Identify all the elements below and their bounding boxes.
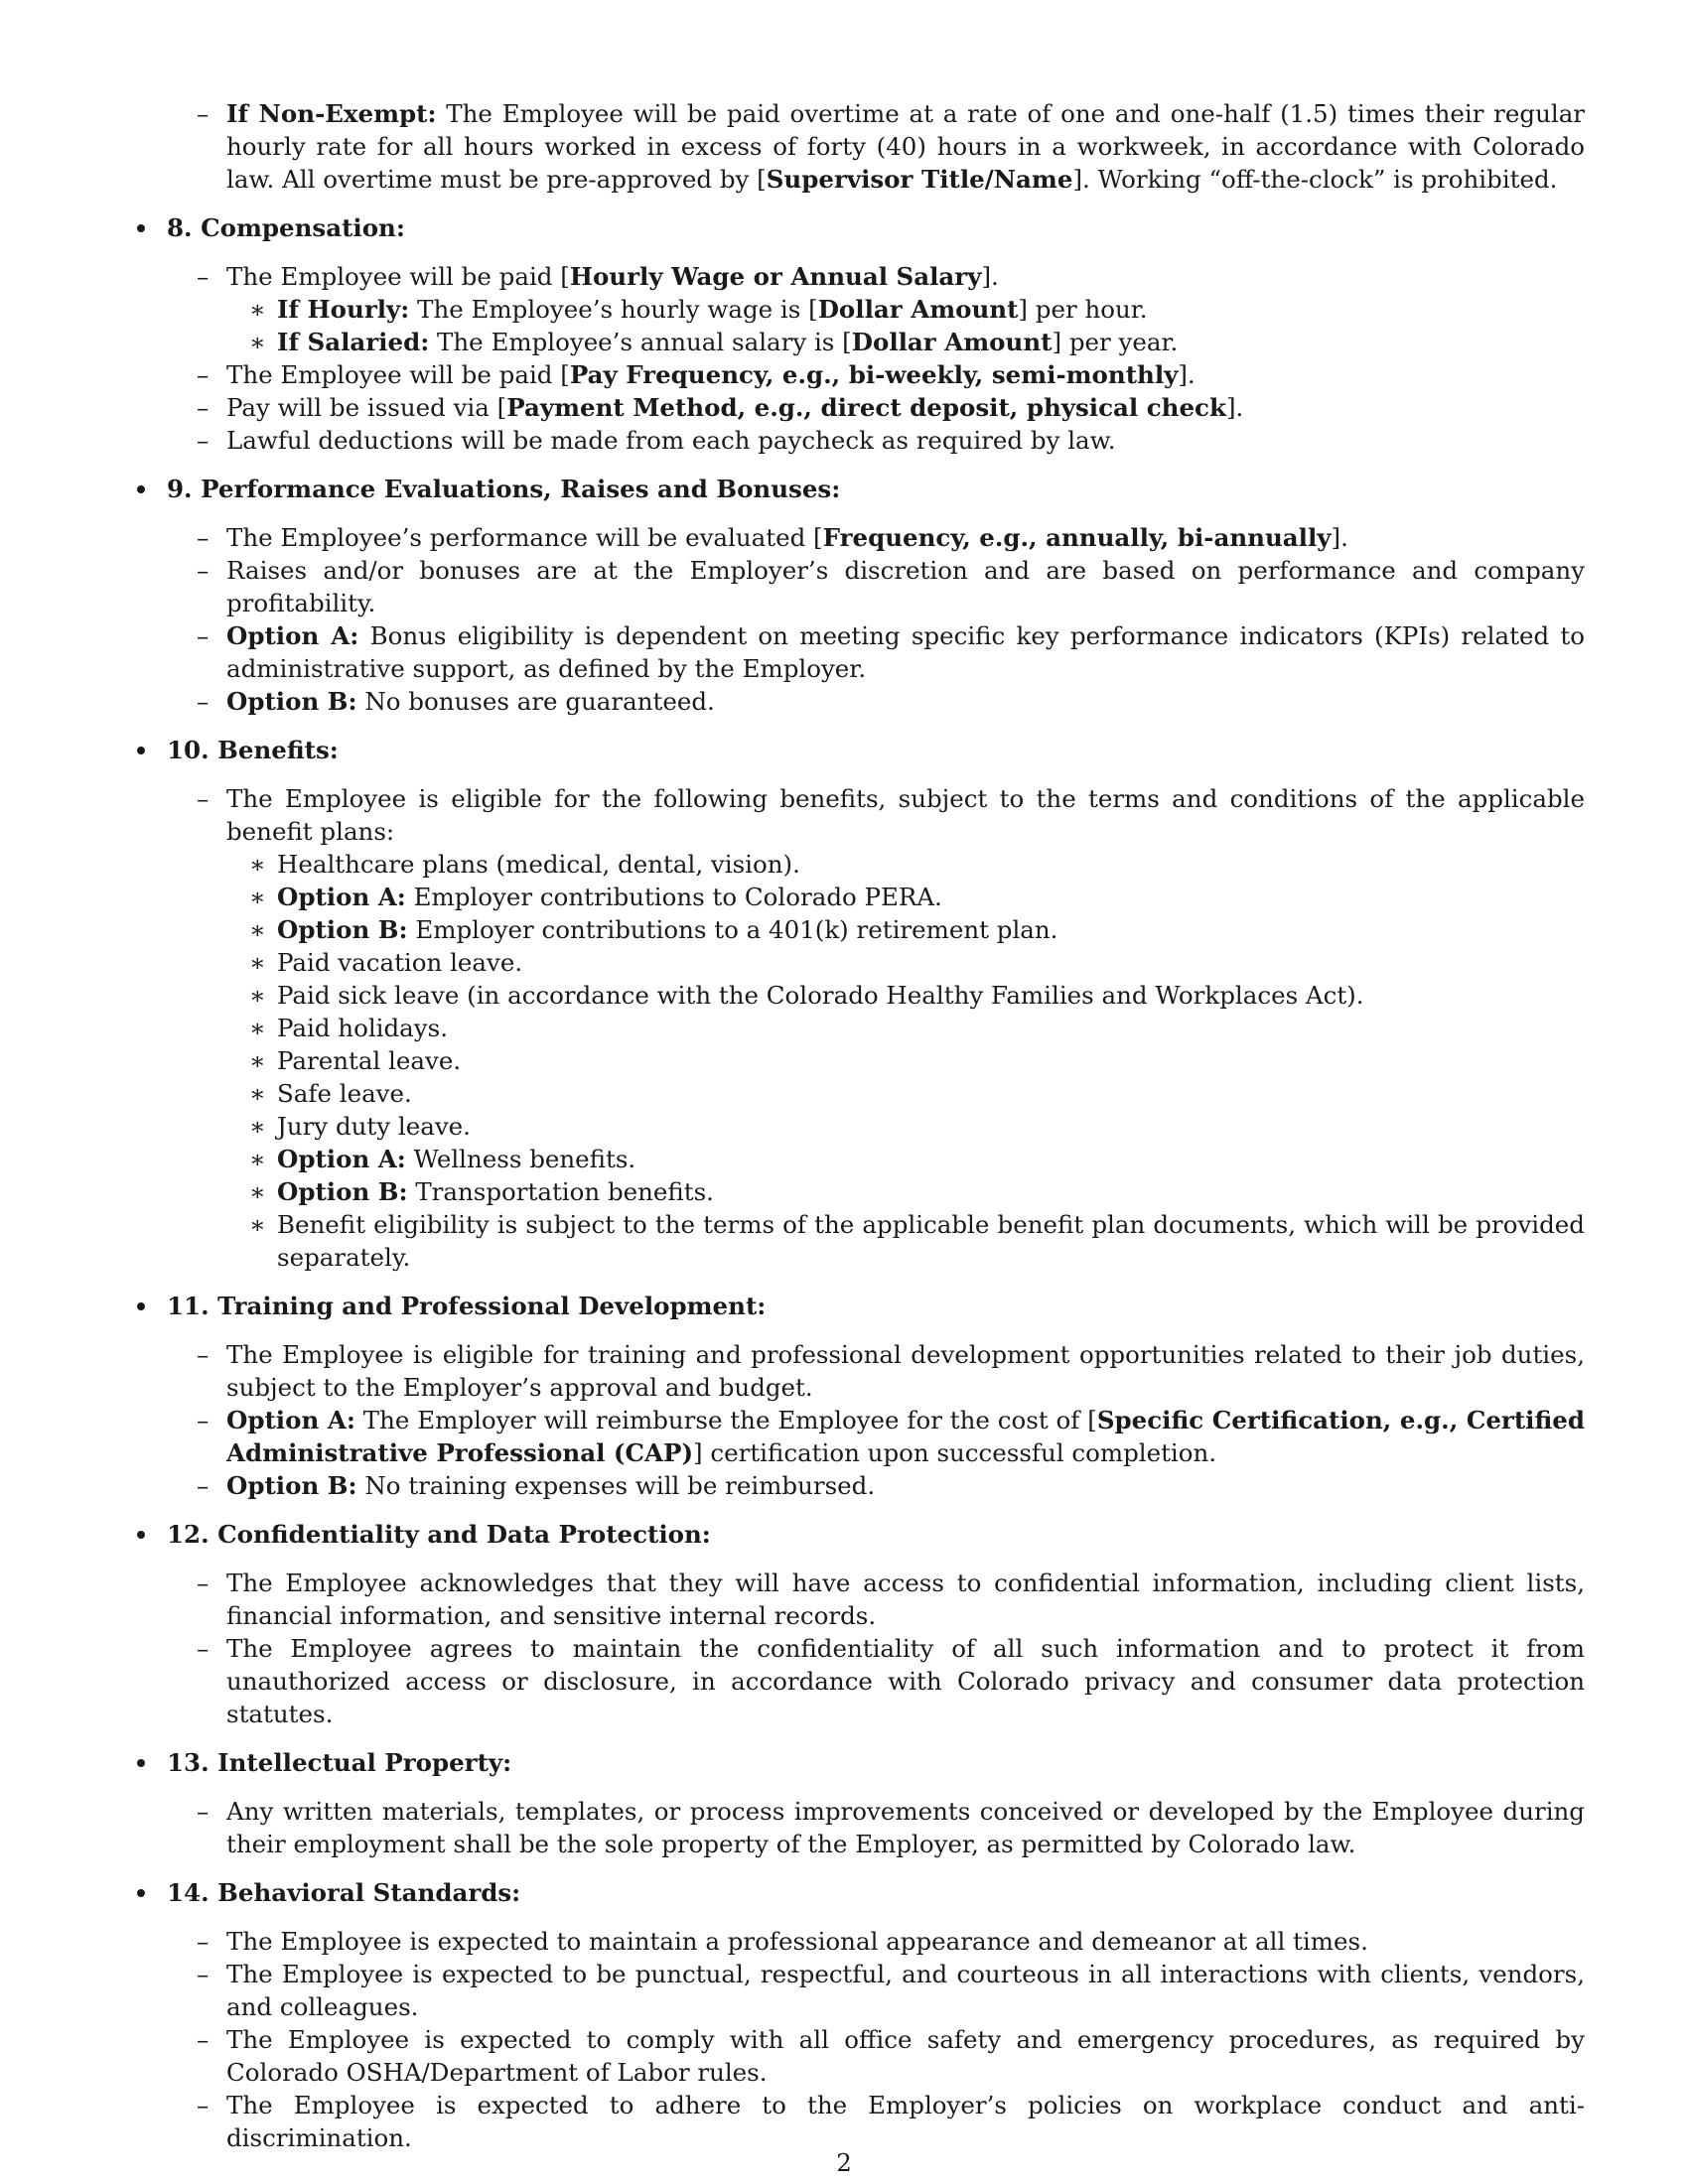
list-item: ∗ Paid holidays. <box>249 1014 448 1042</box>
section-8-list <box>167 260 1585 457</box>
list-item: ∗ If Salaried: The Employee’s annual salary is [Dollar Amount] per year. <box>249 328 1179 356</box>
list-item: ∗ Paid sick leave (in accordance with the Colorado Healthy Families and Workplaces Act). <box>249 981 1364 1010</box>
list-item: – Option A: The Employer will reimburse the Employee for the cost of [Specific Certification, e.g., Certified Administrative Professional (CAP)] certification upon successful completion. <box>197 1406 1585 1467</box>
list-item: – Option B: No training expenses will be reimbursed. <box>197 1471 876 1500</box>
list-item: – Option A: Bonus eligibility is dependent on meeting specific key performance indicators (KPIs) related to administrative support, as defined by the Employer. <box>197 621 1585 683</box>
list-item: – The Employee is expected to comply with all office safety and emergency procedures, as required by Colorado OSHA/Department of Labor rules. <box>197 2025 1585 2087</box>
non-exempt-label: If Non-Exempt: <box>226 99 437 128</box>
list-item: – Any written materials, templates, or process improvements conceived or developed by the Employee during their employment shall be the sole property of the Employer, as permitted by Colorado law. <box>197 1797 1585 1858</box>
list-item: ∗ Benefit eligibility is subject to the terms of the applicable benefit plan documents, which will be provided separately. <box>249 1210 1585 1272</box>
section-9-list <box>167 521 1585 718</box>
list-item: – The Employee agrees to maintain the confidentiality of all such information and to protect it from unauthorized access or disclosure, in accordance with Colorado privacy and consumer data protection statutes. <box>197 1634 1585 1728</box>
section-8 <box>137 211 1585 457</box>
list-item: – The Employee is expected to be punctual, respectful, and courteous in all interactions with clients, vendors, and colleagues. <box>197 1960 1585 2021</box>
list-item: ∗ Paid vacation leave. <box>249 948 523 977</box>
non-exempt-item: – If Non-Exempt: The Employee will be paid overtime at a rate of one and one-half (1.5) times their regular hourly rate for all hours worked in excess of forty (40) hours in a workweek, in accordance with Colorado law. All overtime must be pre-approved by [Supervisor Title/Name]. Working “off-the-clock” is prohibited. <box>197 99 1586 194</box>
list-item: – Option B: No bonuses are guaranteed. <box>197 687 715 716</box>
section-11 <box>137 1290 1585 1502</box>
list-item: – Raises and/or bonuses are at the Employer’s discretion and are based on performance and company profitability. <box>197 556 1585 617</box>
bullet-icon <box>137 734 167 766</box>
list-item: – The Employee is eligible for the following benefits, subject to the terms and conditions of the applicable benefit plans: <box>197 784 1585 846</box>
list-item: – Pay will be issued via [Payment Method, e.g., direct deposit, physical check]. <box>197 393 1244 422</box>
bullet-icon <box>137 1876 167 1909</box>
section-13-list <box>167 1795 1585 1860</box>
list-item: ∗ Healthcare plans (medical, dental, vision). <box>249 850 800 879</box>
list-item: – The Employee acknowledges that they will have access to confidential information, including client lists, financial information, and sensitive internal records. <box>197 1569 1585 1630</box>
supervisor-placeholder: Supervisor Title/Name <box>766 165 1073 194</box>
section-11-list <box>167 1338 1585 1502</box>
list-item: ∗ Option B: Employer contributions to a 401(k) retirement plan. <box>249 915 1058 944</box>
page-number: 2 <box>836 2148 852 2177</box>
bullet-icon <box>137 473 167 505</box>
section-heading: 11. Training and Professional Development: <box>167 1292 767 1320</box>
section-12-list <box>167 1567 1585 1730</box>
section-heading: 10. Benefits: <box>167 736 339 764</box>
section-heading: 8. Compensation: <box>167 213 405 242</box>
bullet-icon <box>137 1518 167 1551</box>
list-item: ∗ Option A: Wellness benefits. <box>249 1145 636 1173</box>
section-heading: 14. Behavioral Standards: <box>167 1878 521 1907</box>
list-item: – The Employee will be paid [Hourly Wage or Annual Salary]. <box>197 262 999 291</box>
dash-marker: – <box>197 99 210 128</box>
list-item: ∗ Jury duty leave. <box>249 1112 471 1141</box>
list-item: – The Employee is expected to adhere to the Employer’s policies on workplace conduct and anti-discrimination. <box>197 2091 1585 2152</box>
list-item: – The Employee is expected to maintain a professional appearance and demeanor at all times. <box>197 1927 1368 1956</box>
section-13 <box>137 1746 1585 1860</box>
bullet-icon <box>137 211 167 244</box>
section-10-list <box>167 782 1585 1274</box>
section-9 <box>137 473 1585 718</box>
section-10 <box>137 734 1585 1274</box>
list-item: – The Employee is eligible for training and professional development opportunities related to their job duties, subject to the Employer’s approval and budget. <box>197 1340 1585 1402</box>
section-heading: 9. Performance Evaluations, Raises and Bonuses: <box>167 475 841 503</box>
list-item: – Lawful deductions will be made from each paycheck as required by law. <box>197 426 1116 455</box>
section-heading: 13. Intellectual Property: <box>167 1748 512 1777</box>
list-item: ∗ Safe leave. <box>249 1079 412 1108</box>
section-14-list <box>167 1925 1585 2154</box>
section-14 <box>137 1876 1585 2154</box>
list-item: ∗ Parental leave. <box>249 1046 462 1075</box>
bullet-icon <box>137 1290 167 1322</box>
section-12 <box>137 1518 1585 1730</box>
list-item: ∗ Option A: Employer contributions to Colorado PERA. <box>249 883 942 911</box>
list-item: – The Employee’s performance will be evaluated [Frequency, e.g., annually, bi-annually]. <box>197 523 1348 552</box>
section-heading: 12. Confidentiality and Data Protection: <box>167 1520 711 1549</box>
list-item: ∗ Option B: Transportation benefits. <box>249 1177 714 1206</box>
list-item: ∗ If Hourly: The Employee’s hourly wage is [Dollar Amount] per hour. <box>249 295 1148 324</box>
overtime-continuation <box>137 97 1585 196</box>
list-item: – The Employee will be paid [Pay Frequency, e.g., bi-weekly, semi-monthly]. <box>197 360 1196 389</box>
bullet-icon <box>137 1746 167 1779</box>
